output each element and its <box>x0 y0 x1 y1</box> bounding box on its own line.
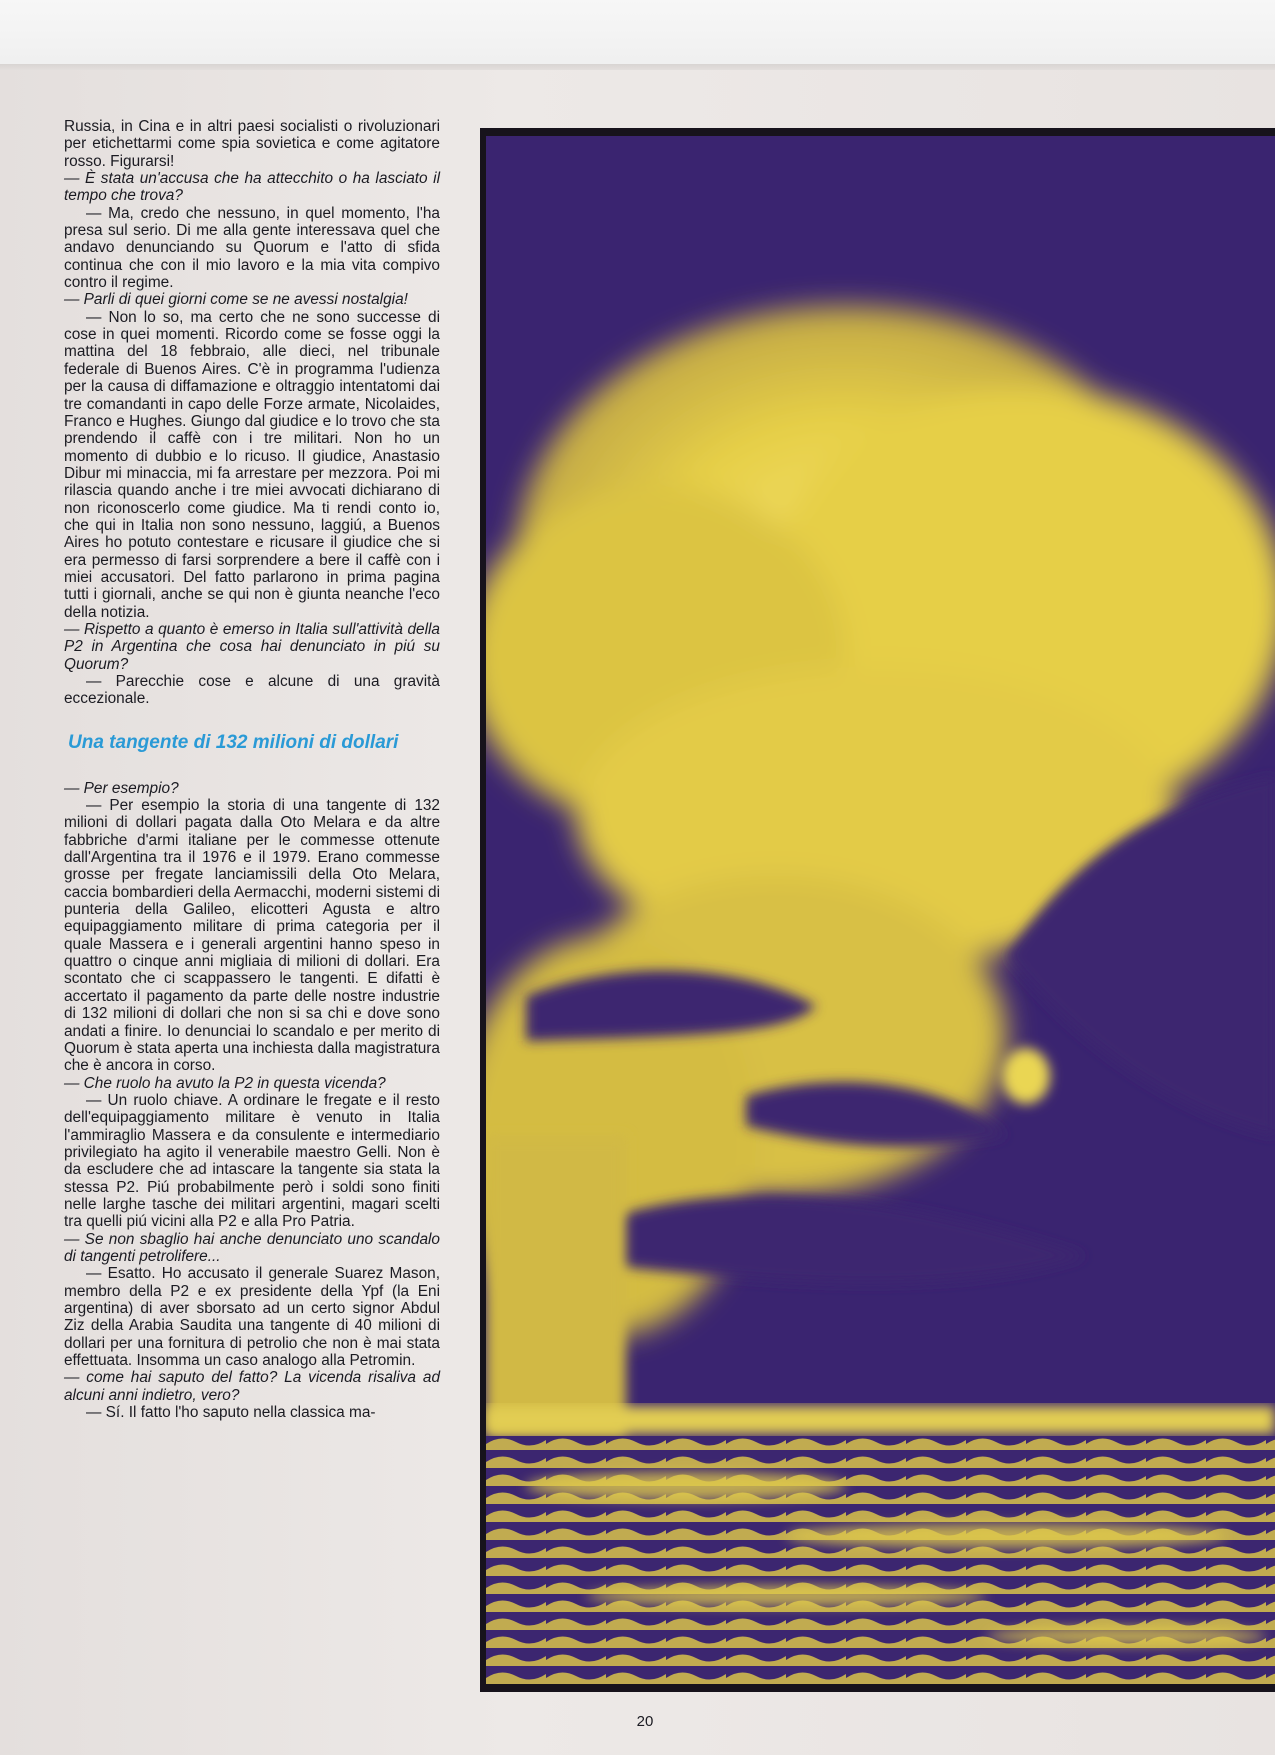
article-body-part-2 <box>64 780 440 1422</box>
interview-question: — Per esempio? <box>64 779 179 797</box>
interview-answer: — Un ruolo chiave. A ordinare le fregate e il resto dell'equipaggiamento militare è venuto in Italia l'ammiraglio Massera e da consulente e intermediario privilegiato ha agito il venerabile maestro Gelli. Non è da escludere che ad intascare la tangente sia stata la stessa P2. Piú probabilmente però i soldi sono finiti nelle larghe tasche dei militari argentini, magari scelti tra quelli piú vicini alla P2 e alla Pro Patria. <box>64 1091 440 1231</box>
interview-question: — È stata un'accusa che ha attecchito o ha lasciato il tempo che trova? <box>64 170 440 205</box>
section-subhead: Una tangente di 132 milioni di dollari <box>68 731 399 753</box>
interview-answer: — Per esempio la storia di una tangente di 132 milioni di dollari pagata dalla Oto Melara e da altre fabbriche d'armi italiane per le commesse ottenute dall'Argentina tra il 1976 e il 1979. Erano commesse grosse per fregate lanciamissili della Oto Melara, caccia bombardieri della Aermacchi, moderni sistemi di punteria della Galileo, elicotteri Agusta e altro equipaggiamento militare di prima categoria per il quale Massera e i generali argentini hanno speso in quattro o cinque anni migliaia di milioni di dollari. Era scontato che ci scappassero le tangenti. E difatti è accertato il pagamento da parte delle nostre industrie di 132 milioni di dollari che non si sa chi e dove sono andati a finire. Io denunciai lo scandalo e per merito di Quorum è stata aperta una inchiesta dalla magistratura che è ancora in corso. <box>64 797 440 1075</box>
photograph-image <box>486 136 1275 1684</box>
interview-question: — come hai saputo del fatto? La vicenda risaliva ad alcuni anni indietro, vero? <box>64 1369 440 1404</box>
article-body-part-1 <box>64 118 440 708</box>
interview-question: — Se non sbaglio hai anche denunciato uno scandalo di tangenti petrolifere... <box>64 1230 440 1265</box>
interview-answer: — Ma, credo che nessuno, in quel momento, l'ha presa sul serio. Di me alla gente interessava quel che andavo denunciando su Quorum e l'atto di sfida continua che con il mio lavoro e la mia vita compivo contro il regime. <box>64 204 440 292</box>
interview-answer: — Non lo so, ma certo che ne sono successe di cose in quei momenti. Ricordo come se fosse oggi la mattina del 18 febbraio, alle dieci, nel tribunale federale di Buenos Aires. C'è in programma l'udienza per la causa di diffamazione e oltraggio intentatomi dai tre comandanti in capo delle Forze armate, Nicolaides, Franco e Hughes. Giungo dal giudice e lo trovo che sta prendendo il caffè con i tre militari. Non ho un momento di dubbio e lo ricuso. Il giudice, Anastasio Dibur mi minaccia, mi fa arrestare per mezzora. Poi mi rilascia quando anche i tre miei avvocati dichiarano di non riconoscerlo come giudice. Ma ti rendi conto io, che qui in Italia non sono nessuno, laggiú, a Buenos Aires ho potuto contestare e ricusare il giudice che si era permesso di farsi sorprendere a bere il caffè con i miei accusatori. Del fatto parlarono in prima pagina tutti i giornali, anche se qui non è giunta neanche l'eco della notizia. <box>64 308 440 621</box>
article-text-column <box>64 118 440 1421</box>
photograph-image-svg <box>486 136 1275 1684</box>
interview-question: — Rispetto a quanto è emerso in Italia sull'attività della P2 in Argentina che cosa hai denunciato in piú su Quorum? <box>64 620 440 673</box>
interview-answer: Russia, in Cina e in altri paesi socialisti o rivoluzionari per etichettarmi come spia sovietica e come agitatore rosso. Figurarsi! <box>64 118 440 170</box>
interview-answer: — Sí. Il fatto l'ho saputo nella classica ma- <box>86 1404 376 1422</box>
interview-answer: — Parecchie cose e alcune di una gravità eccezionale. <box>64 673 440 708</box>
interview-answer: — Esatto. Ho accusato il generale Suarez Mason, membro della P2 e ex presidente della Ypf (la Eni argentina) di aver sborsato ad un certo signor Abdul Ziz della Arabia Saudita una tangente di 40 milioni di dollari per una fornitura di petrolio che non è mai stata effettuata. Insomma un caso analogo alla Petromin. <box>64 1265 440 1370</box>
interview-question: — Che ruolo ha avuto la P2 in questa vicenda? <box>64 1074 386 1092</box>
scan-background <box>0 0 1275 70</box>
photo-frame <box>480 128 1275 1692</box>
interview-question: — Parli di quei giorni come se ne avessi nostalgia! <box>64 291 408 309</box>
page-number: 20 <box>636 1713 654 1730</box>
